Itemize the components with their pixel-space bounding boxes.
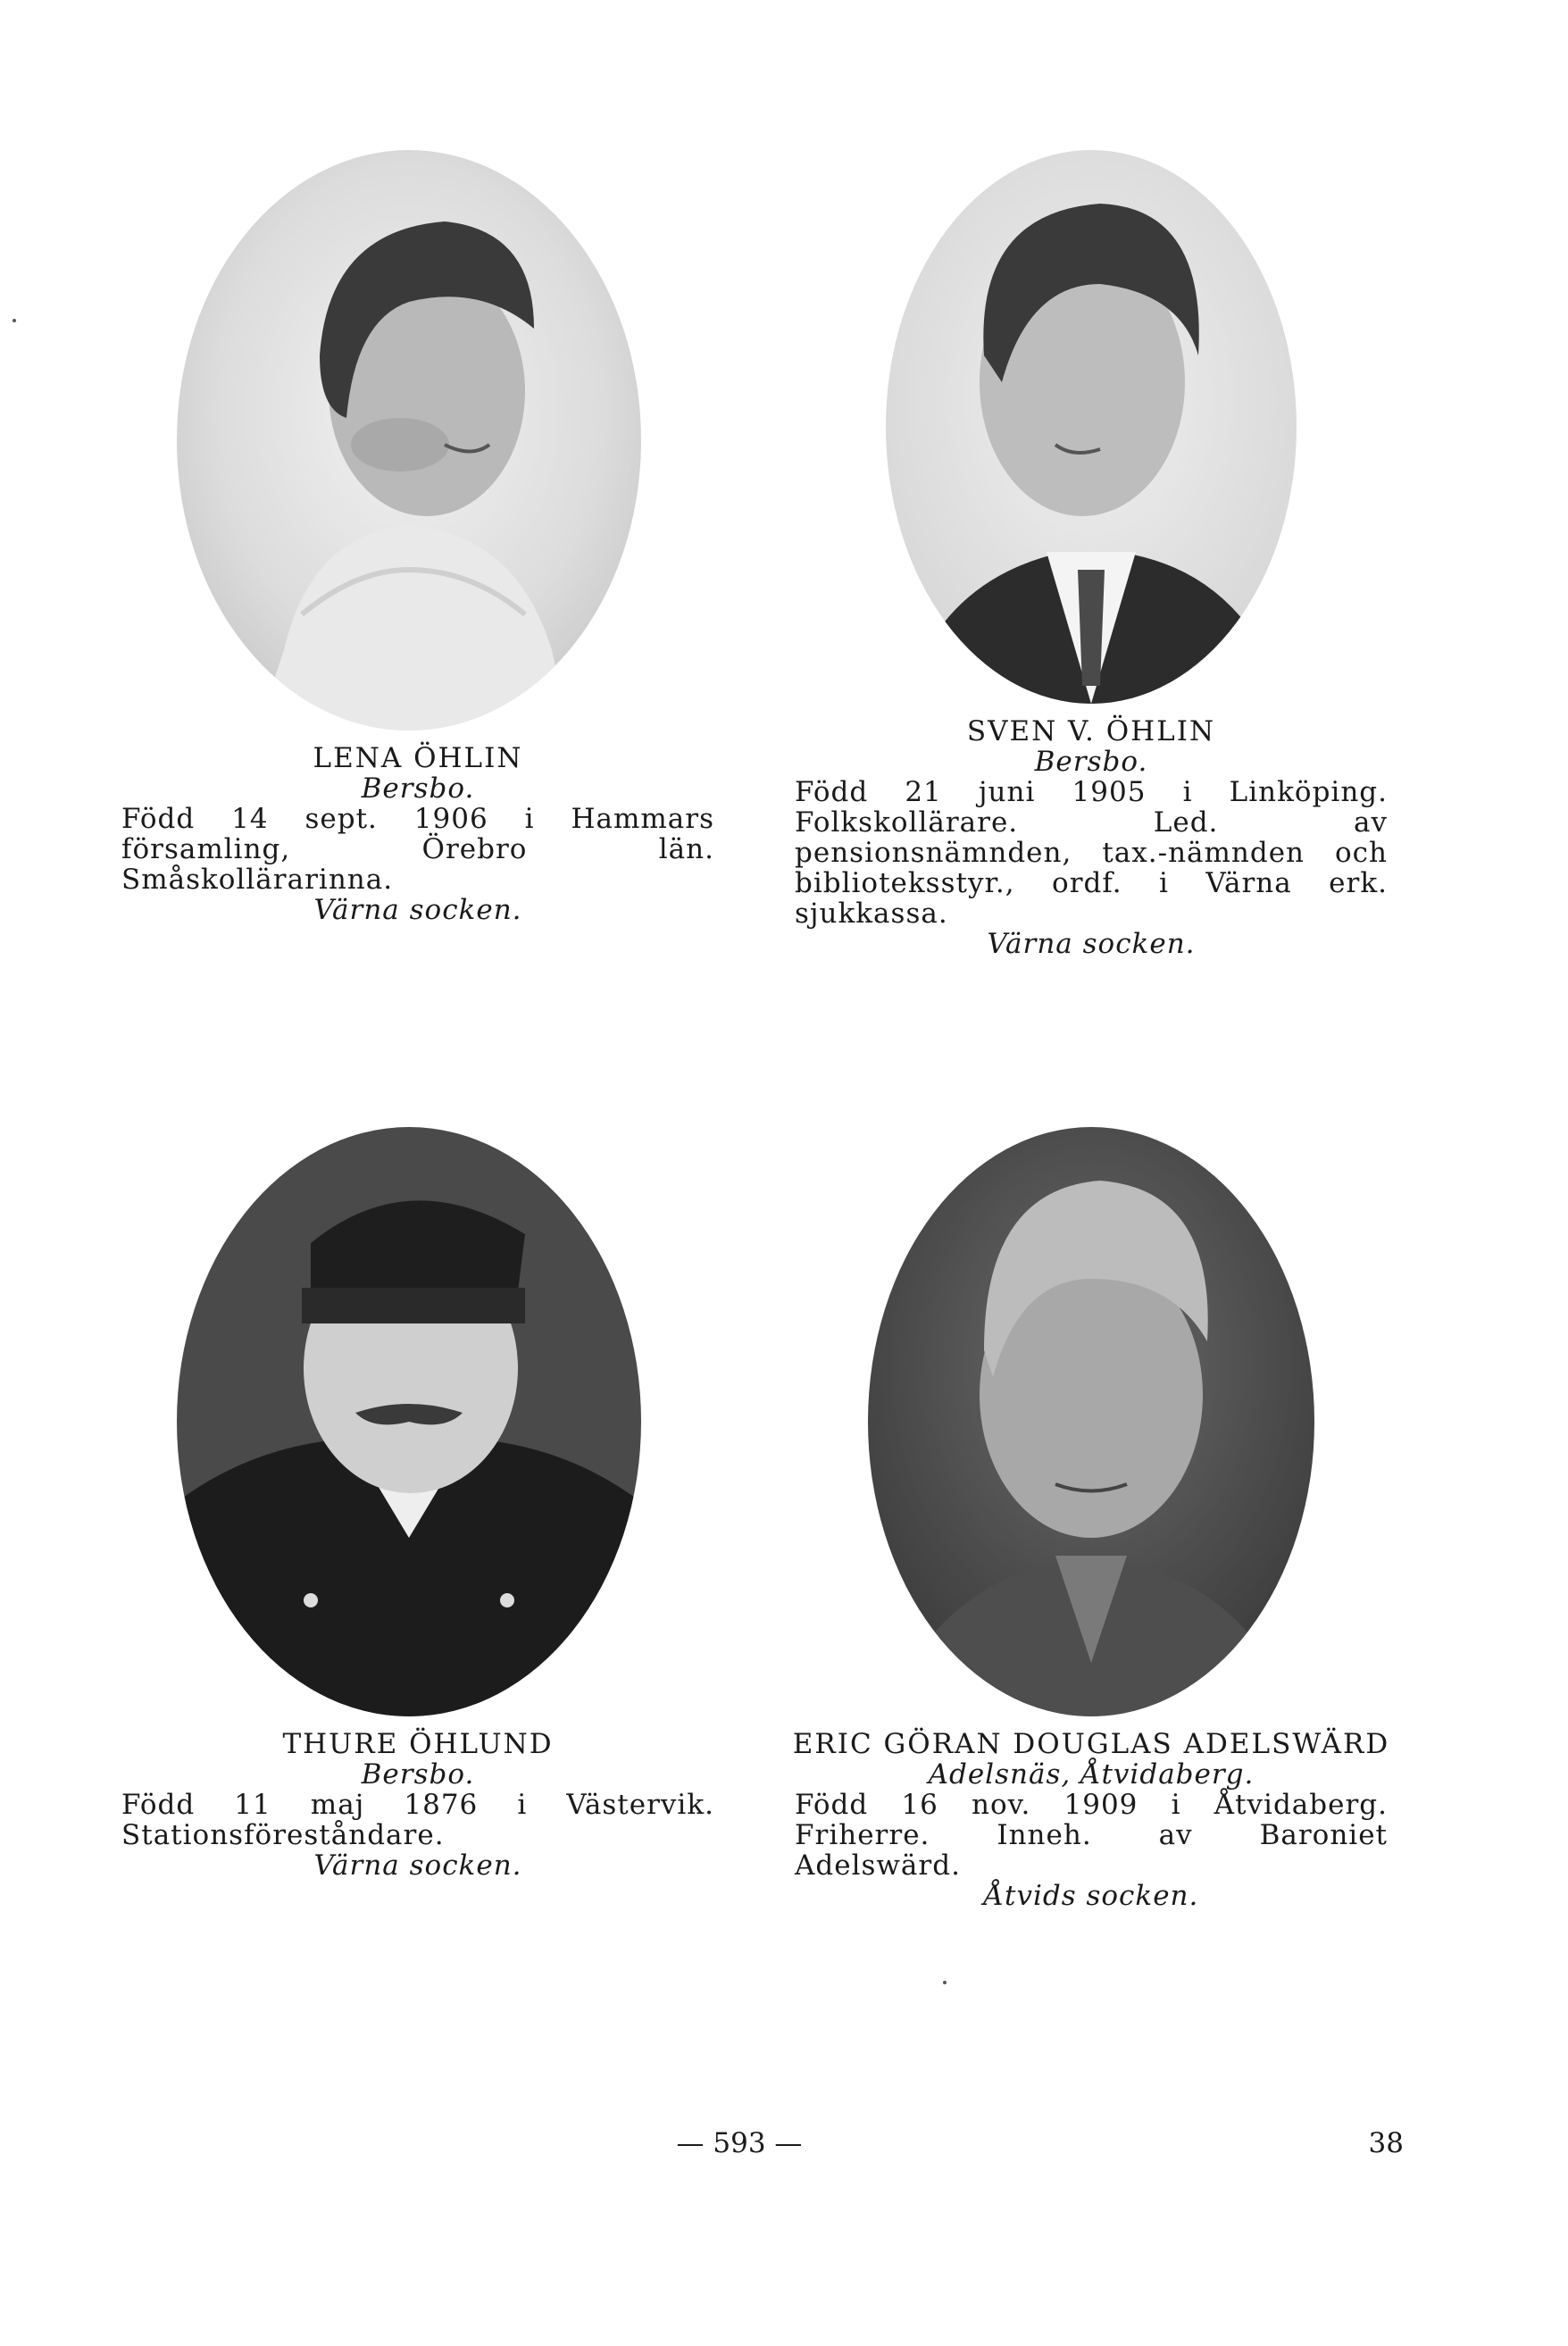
parish: Värna socken.: [987, 928, 1196, 960]
entry-thure-ohlund: [105, 1127, 730, 1881]
entry-caption: [779, 716, 1404, 959]
portrait-photo-young-man: [868, 1127, 1314, 1716]
biography-text: Född 21 juni 1905 i Linköping. Folkskollärare. Led. av pensionsnämnden, tax.-nämnden och biblioteksstyr., ordf. i Värna erk. sjukkassa.: [795, 776, 1388, 930]
biography-text: Född 16 nov. 1909 i Åtvidaberg. Friherre. Inneh. av Baroniet Adelswärd.: [795, 1789, 1388, 1882]
entry-caption: [779, 1729, 1404, 1911]
residence: Bersbo.: [361, 772, 475, 805]
residence: Bersbo.: [1034, 746, 1148, 778]
entry-eric-adelsward: [779, 1127, 1404, 1911]
person-name: ERIC GÖRAN DOUGLAS ADELSWÄRD: [792, 1728, 1390, 1760]
portrait-photo-man-uniform: [177, 1127, 641, 1716]
biography-text: Född 14 sept. 1906 i Hammars församling, Örebro län. Småskollärarinna.: [121, 803, 714, 896]
signature-mark: 38: [1368, 2127, 1404, 2159]
person-name: SVEN V. ÖHLIN: [966, 715, 1216, 747]
portrait-photo-man-suit: [886, 150, 1297, 704]
entry-lena-ohlin: [105, 150, 730, 925]
residence: Bersbo.: [361, 1758, 475, 1791]
page-number: — 593 —: [676, 2127, 803, 2159]
person-name: LENA ÖHLIN: [313, 742, 523, 774]
print-speck: [13, 319, 16, 322]
print-speck: [943, 1981, 947, 1984]
entry-sven-ohlin: [779, 150, 1404, 959]
parish: Åtvids socken.: [983, 1880, 1199, 1912]
parish: Värna socken.: [313, 894, 522, 926]
entry-caption: [105, 1729, 730, 1881]
person-name: THURE ÖHLUND: [282, 1728, 554, 1760]
portrait-photo-woman: [177, 150, 641, 731]
biography-text: Född 11 maj 1876 i Västervik. Stationsföreståndare.: [121, 1789, 714, 1851]
residence: Adelsnäs, Åtvidaberg.: [928, 1758, 1255, 1791]
entry-caption: [105, 743, 730, 925]
parish: Värna socken.: [313, 1849, 522, 1882]
